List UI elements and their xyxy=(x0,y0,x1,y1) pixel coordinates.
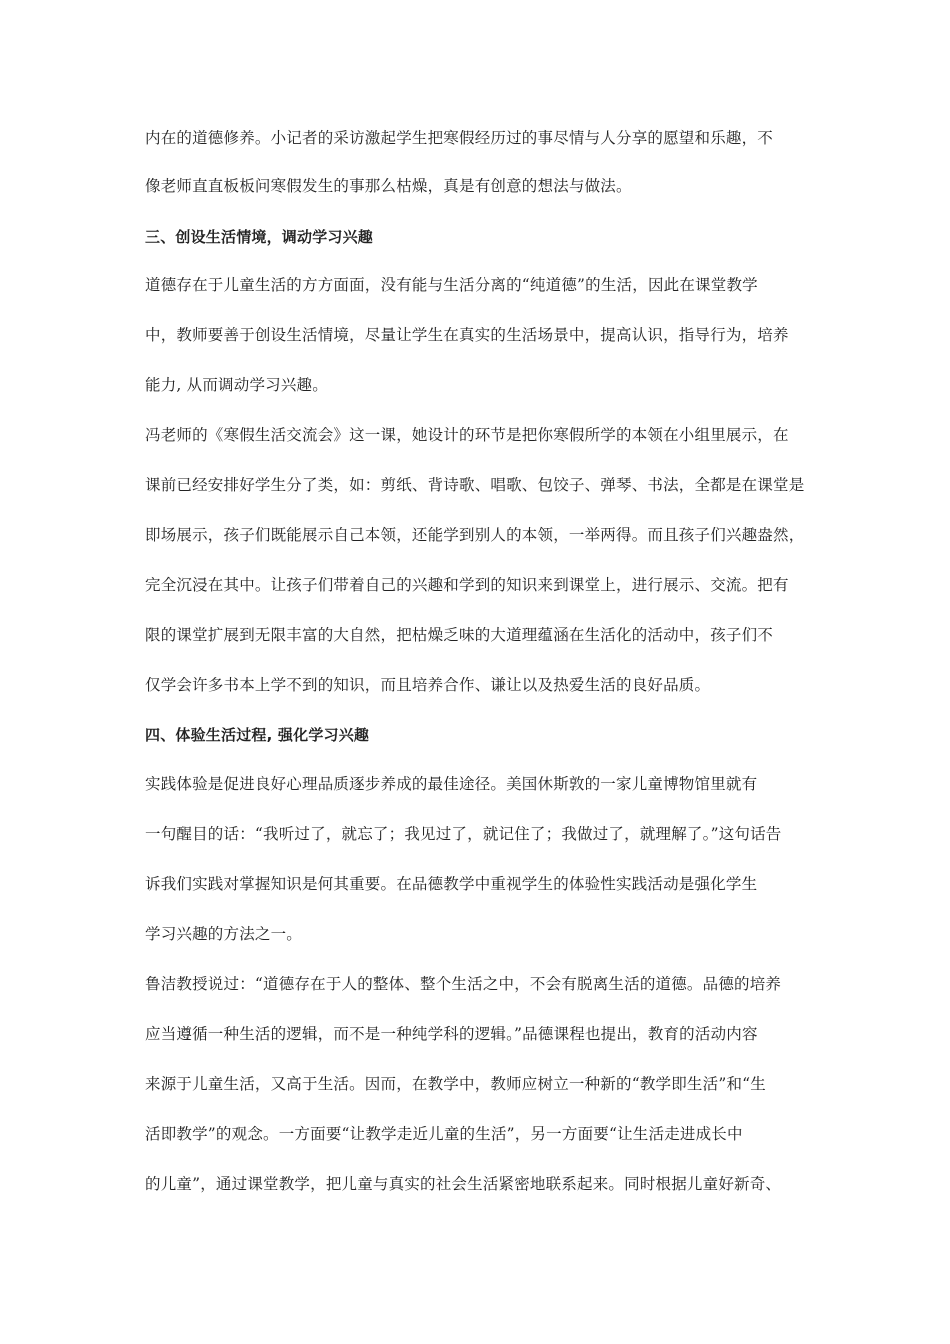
paragraph-line: 像老师直直板板问寒假发生的事那么枯燥，真是有创意的想法与做法。 xyxy=(145,177,632,195)
paragraph-line: 课前已经安排好学生分了类，如：剪纸、背诗歌、唱歌、包饺子、弹琴、书法，全都是在课堂是 xyxy=(145,476,805,494)
paragraph-line: 来源于儿童生活，又高于生活。因而，在教学中，教师应树立一种新的“教学即生活”和“生 xyxy=(145,1075,766,1093)
paragraph-line: 仅学会许多书本上学不到的知识，而且培养合作、谦让以及热爱生活的良好品质。 xyxy=(145,676,711,694)
paragraph-line: 中，教师要善于创设生活情境，尽量让学生在真实的生活场景中，提高认识，指导行为，培养 xyxy=(145,326,789,344)
paragraph-line: 完全沉浸在其中。让孩子们带着自己的兴趣和学到的知识来到课堂上，进行展示、交流。把有 xyxy=(145,576,789,594)
paragraph-line: 即场展示，孩子们既能展示自己本领，还能学到别人的本领，一举两得。而且孩子们兴趣盎然， xyxy=(145,526,805,544)
paragraph-line: 鲁洁教授说过：“道德存在于人的整体、整个生活之中，不会有脱离生活的道德。品德的培养 xyxy=(145,975,782,993)
section-heading: 三、创设生活情境，调动学习兴趣 xyxy=(145,228,374,246)
paragraph-line: 冯老师的《寒假生活交流会》这一课，她设计的环节是把你寒假所学的本领在小组里展示，在 xyxy=(145,426,789,444)
paragraph-line: 学习兴趣的方法之一。 xyxy=(145,925,303,943)
paragraph-line: 应当遵循一种生活的逻辑，而不是一种纯学科的逻辑。”品德课程也提出，教育的活动内容 xyxy=(145,1025,758,1043)
paragraph-line: 一句醒目的话：“我听过了，就忘了；我见过了，就记住了；我做过了，就理解了。”这句话告 xyxy=(145,825,782,843)
paragraph-line: 道德存在于儿童生活的方方面面，没有能与生活分离的“纯道德”的生活，因此在课堂教学 xyxy=(145,276,758,294)
paragraph-line: 的儿童”，通过课堂教学，把儿童与真实的社会生活紧密地联系起来。同时根据儿童好新奇、 xyxy=(145,1175,782,1193)
paragraph-line: 实践体验是促进良好心理品质逐步养成的最佳途径。美国休斯敦的一家儿童博物馆里就有 xyxy=(145,775,758,793)
paragraph-line: 诉我们实践对掌握知识是何其重要。在品德教学中重视学生的体验性实践活动是强化学生 xyxy=(145,875,758,893)
paragraph-line: 限的课堂扩展到无限丰富的大自然，把枯燥乏味的大道理蕴涵在生活化的活动中，孩子们不 xyxy=(145,626,774,644)
paragraph-line: 内在的道德修养。小记者的采访激起学生把寒假经历过的事尽情与人分享的愿望和乐趣，不 xyxy=(145,129,774,147)
paragraph-line: 能力, 从而调动学习兴趣。 xyxy=(145,376,328,394)
paragraph-line: 活即教学”的观念。一方面要“让教学走近儿童的生活”，另一方面要“让生活走进成长中 xyxy=(145,1125,743,1143)
section-heading: 四、体验生活过程, 强化学习兴趣 xyxy=(145,726,370,744)
